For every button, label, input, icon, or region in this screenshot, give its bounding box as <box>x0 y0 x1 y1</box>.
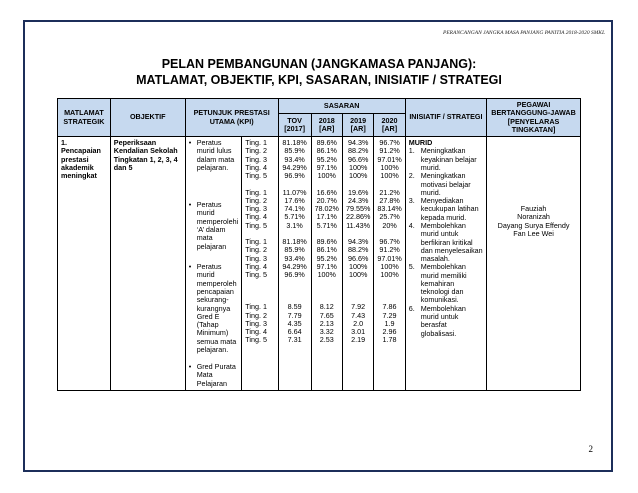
tov-value: 17.6% <box>284 195 305 205</box>
y2018-value: 89.6% <box>316 138 337 148</box>
y2018-value: 100% <box>317 270 336 280</box>
col-2020: 2020 [AR] <box>374 113 405 137</box>
y2020-value: 96.7% <box>379 236 400 246</box>
y2019-value: 100% <box>348 270 368 280</box>
bullet-icon: • <box>188 200 192 210</box>
pegawai-name: Noranizah <box>517 212 550 222</box>
strategi-number: 1. <box>408 146 415 156</box>
tier-label: Ting. 2 <box>245 146 267 156</box>
tov-value: 7.31 <box>287 335 302 345</box>
y2020-value: 2.96 <box>382 327 397 337</box>
strategi-item <box>409 172 483 197</box>
kpi-text: Peratus murid memperolehi ‘A’ dalam mata pelajaran <box>196 200 239 251</box>
kpi-text: Peratus murid lulus dalam mata pelajaran. <box>196 138 235 172</box>
col-objektif: OBJEKTIF <box>110 99 185 137</box>
y2018-value: 86.1% <box>316 245 337 255</box>
tov-value: 74.1% <box>284 204 305 214</box>
col-inisiatif: INISIATIF / STRATEGI <box>405 99 486 137</box>
header-note: PERANCANGAN JANGKA MASA PANJANG PANITIA 2018-2020 SMKL <box>442 30 605 36</box>
value-group <box>245 238 274 279</box>
value-group <box>315 139 339 180</box>
bullet-icon: • <box>188 138 192 148</box>
page-number: 2 <box>588 444 593 454</box>
value-group <box>245 189 274 230</box>
strategi-text: Menyediakan kecukupan latihan kepada murid. <box>420 196 479 222</box>
strategi-item <box>409 197 483 222</box>
y2020-value: 96.7% <box>379 138 400 148</box>
y2019-value: 100% <box>348 171 368 181</box>
y2019-value: 3.01 <box>351 327 366 337</box>
header-row <box>58 99 581 114</box>
strategi-text: Membolehkan murid untuk berasfat globalisasi. <box>420 303 466 338</box>
value-group <box>377 238 401 279</box>
y2020-value: 97.01% <box>377 253 402 263</box>
y2019-value: 19.6% <box>347 187 369 197</box>
tov-value: 85.9% <box>284 245 305 255</box>
y2019-value: 88.2% <box>347 146 369 156</box>
y2019-value: 2.0 <box>353 318 364 328</box>
tier-label: Ting. 1 <box>245 187 267 197</box>
value-group <box>245 303 274 344</box>
value-group <box>346 139 370 180</box>
y2020-value: 25.7% <box>379 212 400 222</box>
y2019-value: 96.6% <box>347 253 369 263</box>
value-group <box>315 189 339 230</box>
y2019-value: 22.86% <box>345 212 371 222</box>
col-matlamat: MATLAMAT STRATEGIK <box>58 99 111 137</box>
tov-value: 94.29% <box>282 162 307 172</box>
y2020-value: 83.14% <box>377 204 402 214</box>
strategi-item <box>409 147 483 172</box>
y2020-value: 1.78 <box>382 335 397 345</box>
y2019-value: 7.92 <box>351 302 366 312</box>
tov-value: 3.1% <box>286 220 303 230</box>
tier-label: Ting. 5 <box>245 335 267 345</box>
value-group <box>377 139 401 180</box>
bullet-icon: • <box>188 262 192 272</box>
kpi-item <box>189 263 239 363</box>
tier-label: Ting. 3 <box>245 318 267 328</box>
y2019-cell <box>342 137 373 391</box>
tov-value: 93.4% <box>284 253 305 263</box>
y2018-value: 89.6% <box>316 236 337 246</box>
strategi-number: 6. <box>408 303 415 313</box>
col-sasaran: SASARAN <box>278 99 405 114</box>
value-group <box>377 303 401 344</box>
tier-label: Ting. 1 <box>245 138 267 148</box>
tov-value: 93.4% <box>284 154 305 164</box>
y2018-value: 16.6% <box>316 187 337 197</box>
col-2018: 2018 [AR] <box>311 113 342 137</box>
tov-value: 85.9% <box>284 146 305 156</box>
y2018-value: 2.53 <box>319 335 334 345</box>
strategi-item <box>409 263 483 304</box>
y2020-value: 7.29 <box>382 310 397 320</box>
y2019-value: 100% <box>348 261 368 271</box>
tier-label: Ting. 1 <box>245 302 267 312</box>
tier-label: Ting. 3 <box>245 204 267 214</box>
objektif-line1: Peperiksaan Kendalian Sekolah <box>113 138 178 156</box>
tov-value: 94.29% <box>282 261 307 271</box>
kpi-item <box>189 363 239 388</box>
pegawai-name: Fan Lee Wei <box>513 228 554 238</box>
y2018-value: 8.12 <box>319 302 334 312</box>
strategi-title: MURID <box>408 138 433 148</box>
value-group <box>346 303 370 344</box>
y2018-value: 97.1% <box>316 162 337 172</box>
y2019-value: 94.3% <box>347 138 369 148</box>
strategi-number: 5. <box>408 262 415 272</box>
objektif-line2: Tingkatan 1, 2, 3, 4 dan 5 <box>113 154 178 172</box>
kpi-item <box>189 201 239 263</box>
tier-label: Ting. 5 <box>245 270 267 280</box>
y2019-value: 7.43 <box>351 310 366 320</box>
strategi-number: 2. <box>408 171 415 181</box>
y2018-value: 2.13 <box>319 318 334 328</box>
pegawai-cell <box>487 137 581 391</box>
strategi-number: 3. <box>408 196 415 206</box>
tov-cell <box>278 137 311 391</box>
y2018-value: 3.32 <box>319 327 334 337</box>
kpi-text: Peratus murid memperoleh pencapaian sekurang-kurangnya Gred E (Tahap Minimum) semua mata pelajaran. <box>196 262 237 354</box>
value-group <box>346 189 370 230</box>
y2018-value: 17.1% <box>316 212 337 222</box>
y2018-value: 97.1% <box>316 261 337 271</box>
tier-label: Ting. 3 <box>245 253 267 263</box>
y2020-value: 20% <box>382 220 397 230</box>
tier-label: Ting. 4 <box>245 212 267 222</box>
col-kpi: PETUNJUK PRESTASI UTAMA (KPI) <box>185 99 278 137</box>
value-group <box>282 238 308 279</box>
kpi-item <box>189 139 239 201</box>
value-group <box>245 139 274 180</box>
value-group <box>315 303 339 344</box>
tier-label: Ting. 4 <box>245 327 267 337</box>
tov-value: 81.18% <box>282 138 307 148</box>
y2020-value: 21.2% <box>379 187 400 197</box>
value-group <box>315 238 339 279</box>
strategi-list <box>409 147 483 337</box>
strategi-text: Meningkatkan motivasi belajar murid. <box>420 171 471 197</box>
tier-label: Ting. 4 <box>245 261 267 271</box>
y2018-value: 78.02% <box>314 204 339 214</box>
y2020-value: 100% <box>380 261 399 271</box>
tier-label: Ting. 2 <box>245 245 267 255</box>
page-subtitle: MATLAMAT, OBJEKTIF, KPI, SASARAN, INISIATIF / STRATEGI <box>136 73 502 87</box>
plan-table <box>57 98 581 391</box>
strategi-item <box>409 305 483 338</box>
tov-value: 81.18% <box>282 236 307 246</box>
tier-label: Ting. 1 <box>245 236 267 246</box>
y2018-cell <box>311 137 342 391</box>
data-row <box>58 137 581 391</box>
tov-value: 6.64 <box>287 327 302 337</box>
tov-value: 96.9% <box>284 270 305 280</box>
y2019-value: 24.3% <box>347 195 369 205</box>
y2019-value: 94.3% <box>347 236 369 246</box>
y2019-value: 88.2% <box>347 245 369 255</box>
y2018-value: 5.71% <box>316 220 337 230</box>
tier-label: Ting. 2 <box>245 195 267 205</box>
tier-label: Ting. 3 <box>245 154 267 164</box>
y2018-value: 95.2% <box>316 154 337 164</box>
col-2019: 2019 [AR] <box>342 113 373 137</box>
value-group <box>282 189 308 230</box>
tov-value: 96.9% <box>284 171 305 181</box>
tier-label: Ting. 2 <box>245 310 267 320</box>
strategi-text: Membolehkan murid untuk berfikiran kritikal dan menyelesaikan masalah. <box>420 220 483 264</box>
y2020-cell <box>374 137 405 391</box>
strategi-item <box>409 222 483 263</box>
y2020-value: 1.9 <box>384 318 395 328</box>
y2018-value: 86.1% <box>316 146 337 156</box>
matlamat-cell: 1. Pencapaian prestasi akademik meningkat <box>58 137 111 391</box>
tov-value: 5.71% <box>284 212 305 222</box>
objektif-cell <box>110 137 185 391</box>
y2019-value: 11.43% <box>346 220 371 230</box>
y2018-value: 7.65 <box>319 310 334 320</box>
y2020-value: 97.01% <box>377 154 402 164</box>
tov-value: 8.59 <box>287 302 302 312</box>
col-tov: TOV [2017] <box>278 113 311 137</box>
page-title: PELAN PEMBANGUNAN (JANGKAMASA PANJANG): <box>161 57 477 71</box>
y2020-value: 27.8% <box>379 195 400 205</box>
y2018-value: 95.2% <box>316 253 337 263</box>
kpi-cell <box>185 137 242 391</box>
tier-label: Ting. 4 <box>245 162 267 172</box>
col-pegawai: PEGAWAI BERTANGGUNG-JAWAB [PENYELARAS TINGKATAN] <box>487 99 581 137</box>
tov-value: 4.35 <box>287 318 302 328</box>
y2019-value: 96.6% <box>347 154 369 164</box>
y2020-value: 91.2% <box>379 245 400 255</box>
y2020-value: 7.86 <box>382 302 397 312</box>
tov-value: 7.79 <box>287 310 302 320</box>
y2018-value: 20.7% <box>316 195 337 205</box>
strategi-cell <box>405 137 486 391</box>
kpi-text: Gred Purata Mata Pelajaran <box>196 362 236 388</box>
strategi-text: Meningkatkan keyakinan belajar murid. <box>420 146 477 172</box>
y2019-value: 100% <box>348 162 368 172</box>
tier-label: Ting. 5 <box>245 171 267 181</box>
value-group <box>377 189 401 230</box>
value-group <box>282 303 308 344</box>
tov-value: 11.07% <box>282 187 307 197</box>
strategi-number: 4. <box>408 220 415 230</box>
tier-cell <box>242 137 278 391</box>
pegawai-name: Fauziah <box>520 204 547 214</box>
y2019-value: 79.55% <box>345 204 371 214</box>
bullet-icon: • <box>188 362 192 372</box>
strategi-text: Membolehkan murid memiliki kemahiran teknologi dan komunikasi. <box>420 262 467 305</box>
y2019-value: 2.19 <box>351 335 366 345</box>
y2020-value: 91.2% <box>379 146 400 156</box>
y2020-value: 100% <box>380 270 399 280</box>
value-group <box>282 139 308 180</box>
y2018-value: 100% <box>317 171 336 181</box>
tier-label: Ting. 5 <box>245 220 267 230</box>
pegawai-name: Dayang Surya Effendy <box>497 220 570 230</box>
y2020-value: 100% <box>380 171 399 181</box>
y2020-value: 100% <box>380 162 399 172</box>
value-group <box>346 238 370 279</box>
